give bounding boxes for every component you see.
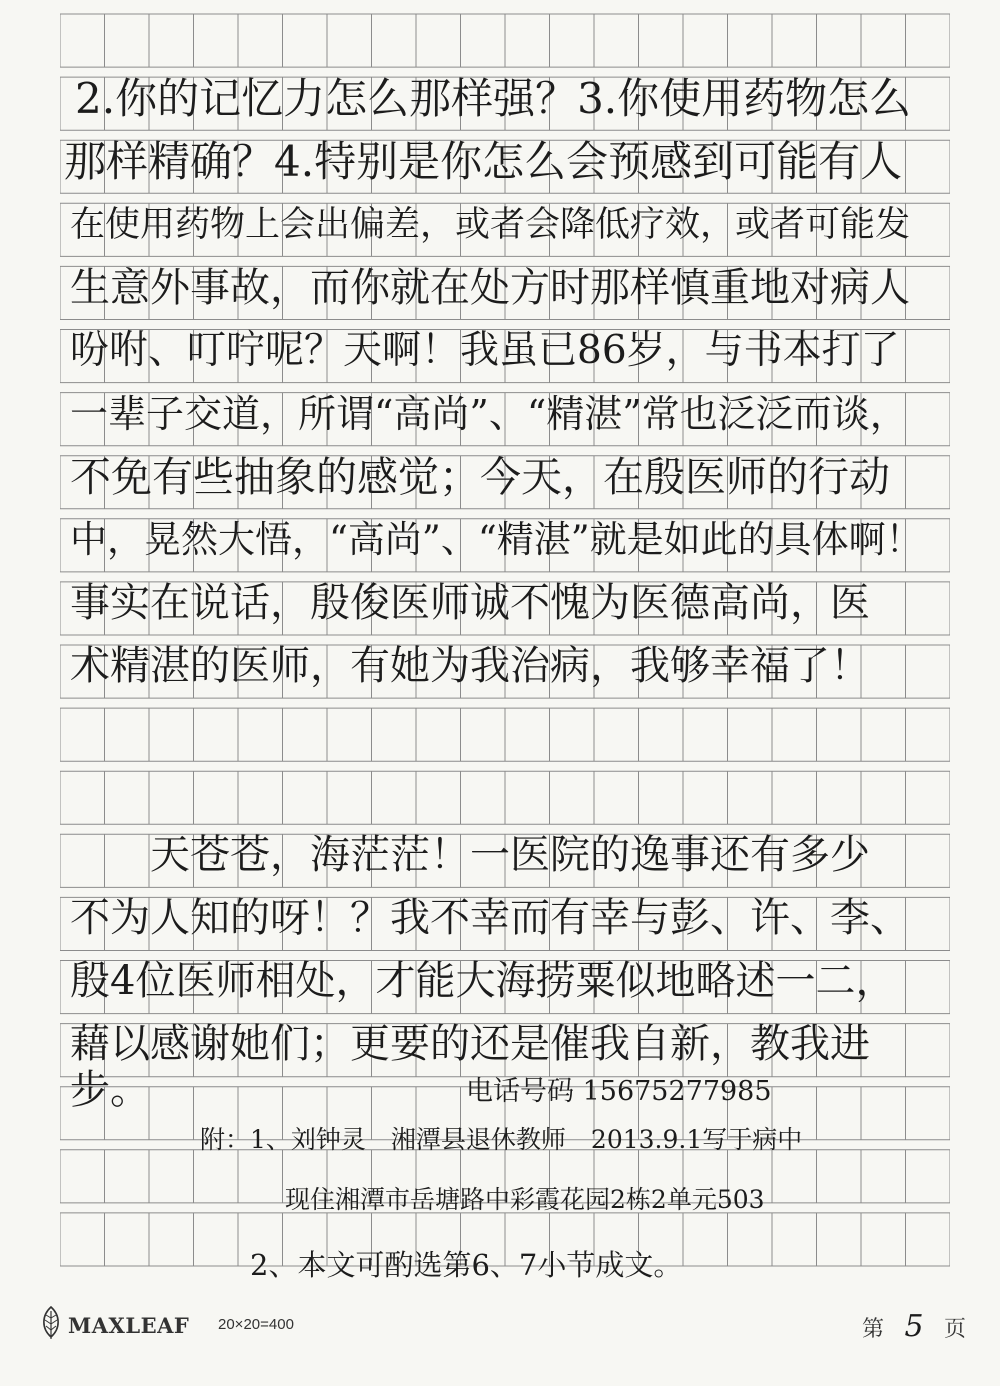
appendix-1: 附：1、刘钟灵 湘潭县退休教师 2013.9.1写于病中 xyxy=(200,1125,803,1154)
body-line-9: 事实在说话，殷俊医师诚不愧为医德高尚，医 xyxy=(70,580,870,626)
page-suffix: 页 xyxy=(944,1317,967,1342)
body-line-8: 中，晃然大悟，“高尚”、“精湛”就是如此的具体啊！ xyxy=(70,518,923,561)
page-indicator xyxy=(862,1309,966,1344)
body-line-4: 生意外事故，而你就在处方时那样慎重地对病人 xyxy=(70,265,910,311)
body-line-7: 不免有些抽象的感觉；今天，在殷医师的行动 xyxy=(70,453,890,501)
body-line-14: 藉以感谢她们；更要的还是催我自新，教我进 xyxy=(70,1021,870,1067)
leaf-icon xyxy=(40,1306,62,1340)
body-line-13: 殷4位医师相处，才能大海捞粟似地略述一二， xyxy=(70,958,896,1004)
body-line-2: 那样精确？4.特别是你怎么会预感到可能有人 xyxy=(64,137,903,186)
address: 现住湘潭市岳塘路中彩霞花园2栋2单元503 xyxy=(285,1185,765,1214)
body-line-1: 2.你的记忆力怎么那样强？3.你使用药物怎么 xyxy=(75,74,912,123)
body-line-15: 步。 xyxy=(70,1067,150,1113)
body-line-3: 在使用药物上会出偏差，或者会降低疗效，或者可能发 xyxy=(70,205,911,245)
body-line-5: 吩咐、叮咛呢？天啊！我虽已86岁，与书本打了 xyxy=(70,328,900,373)
appendix-2: 2、本文可酌选第6、7小节成文。 xyxy=(250,1248,683,1282)
page-prefix: 第 xyxy=(862,1317,885,1342)
page-number: 5 xyxy=(904,1309,924,1344)
brand-name: MAXLEAF xyxy=(68,1313,190,1338)
body-line-10: 术精湛的医师，有她为我治病，我够幸福了！ xyxy=(70,643,870,689)
grid-spec: 20×20=400 xyxy=(218,1316,294,1333)
phone-number: 电话号码 15675277985 xyxy=(466,1076,772,1107)
body-line-12: 不为人知的呀！？我不幸而有幸与彭、许、李、 xyxy=(70,895,910,941)
body-line-6: 一辈子交道，所谓“高尚”、“精湛”常也泛泛而谈， xyxy=(70,392,908,436)
body-line-11: 天苍苍，海茫茫！一医院的逸事还有多少 xyxy=(70,832,870,878)
